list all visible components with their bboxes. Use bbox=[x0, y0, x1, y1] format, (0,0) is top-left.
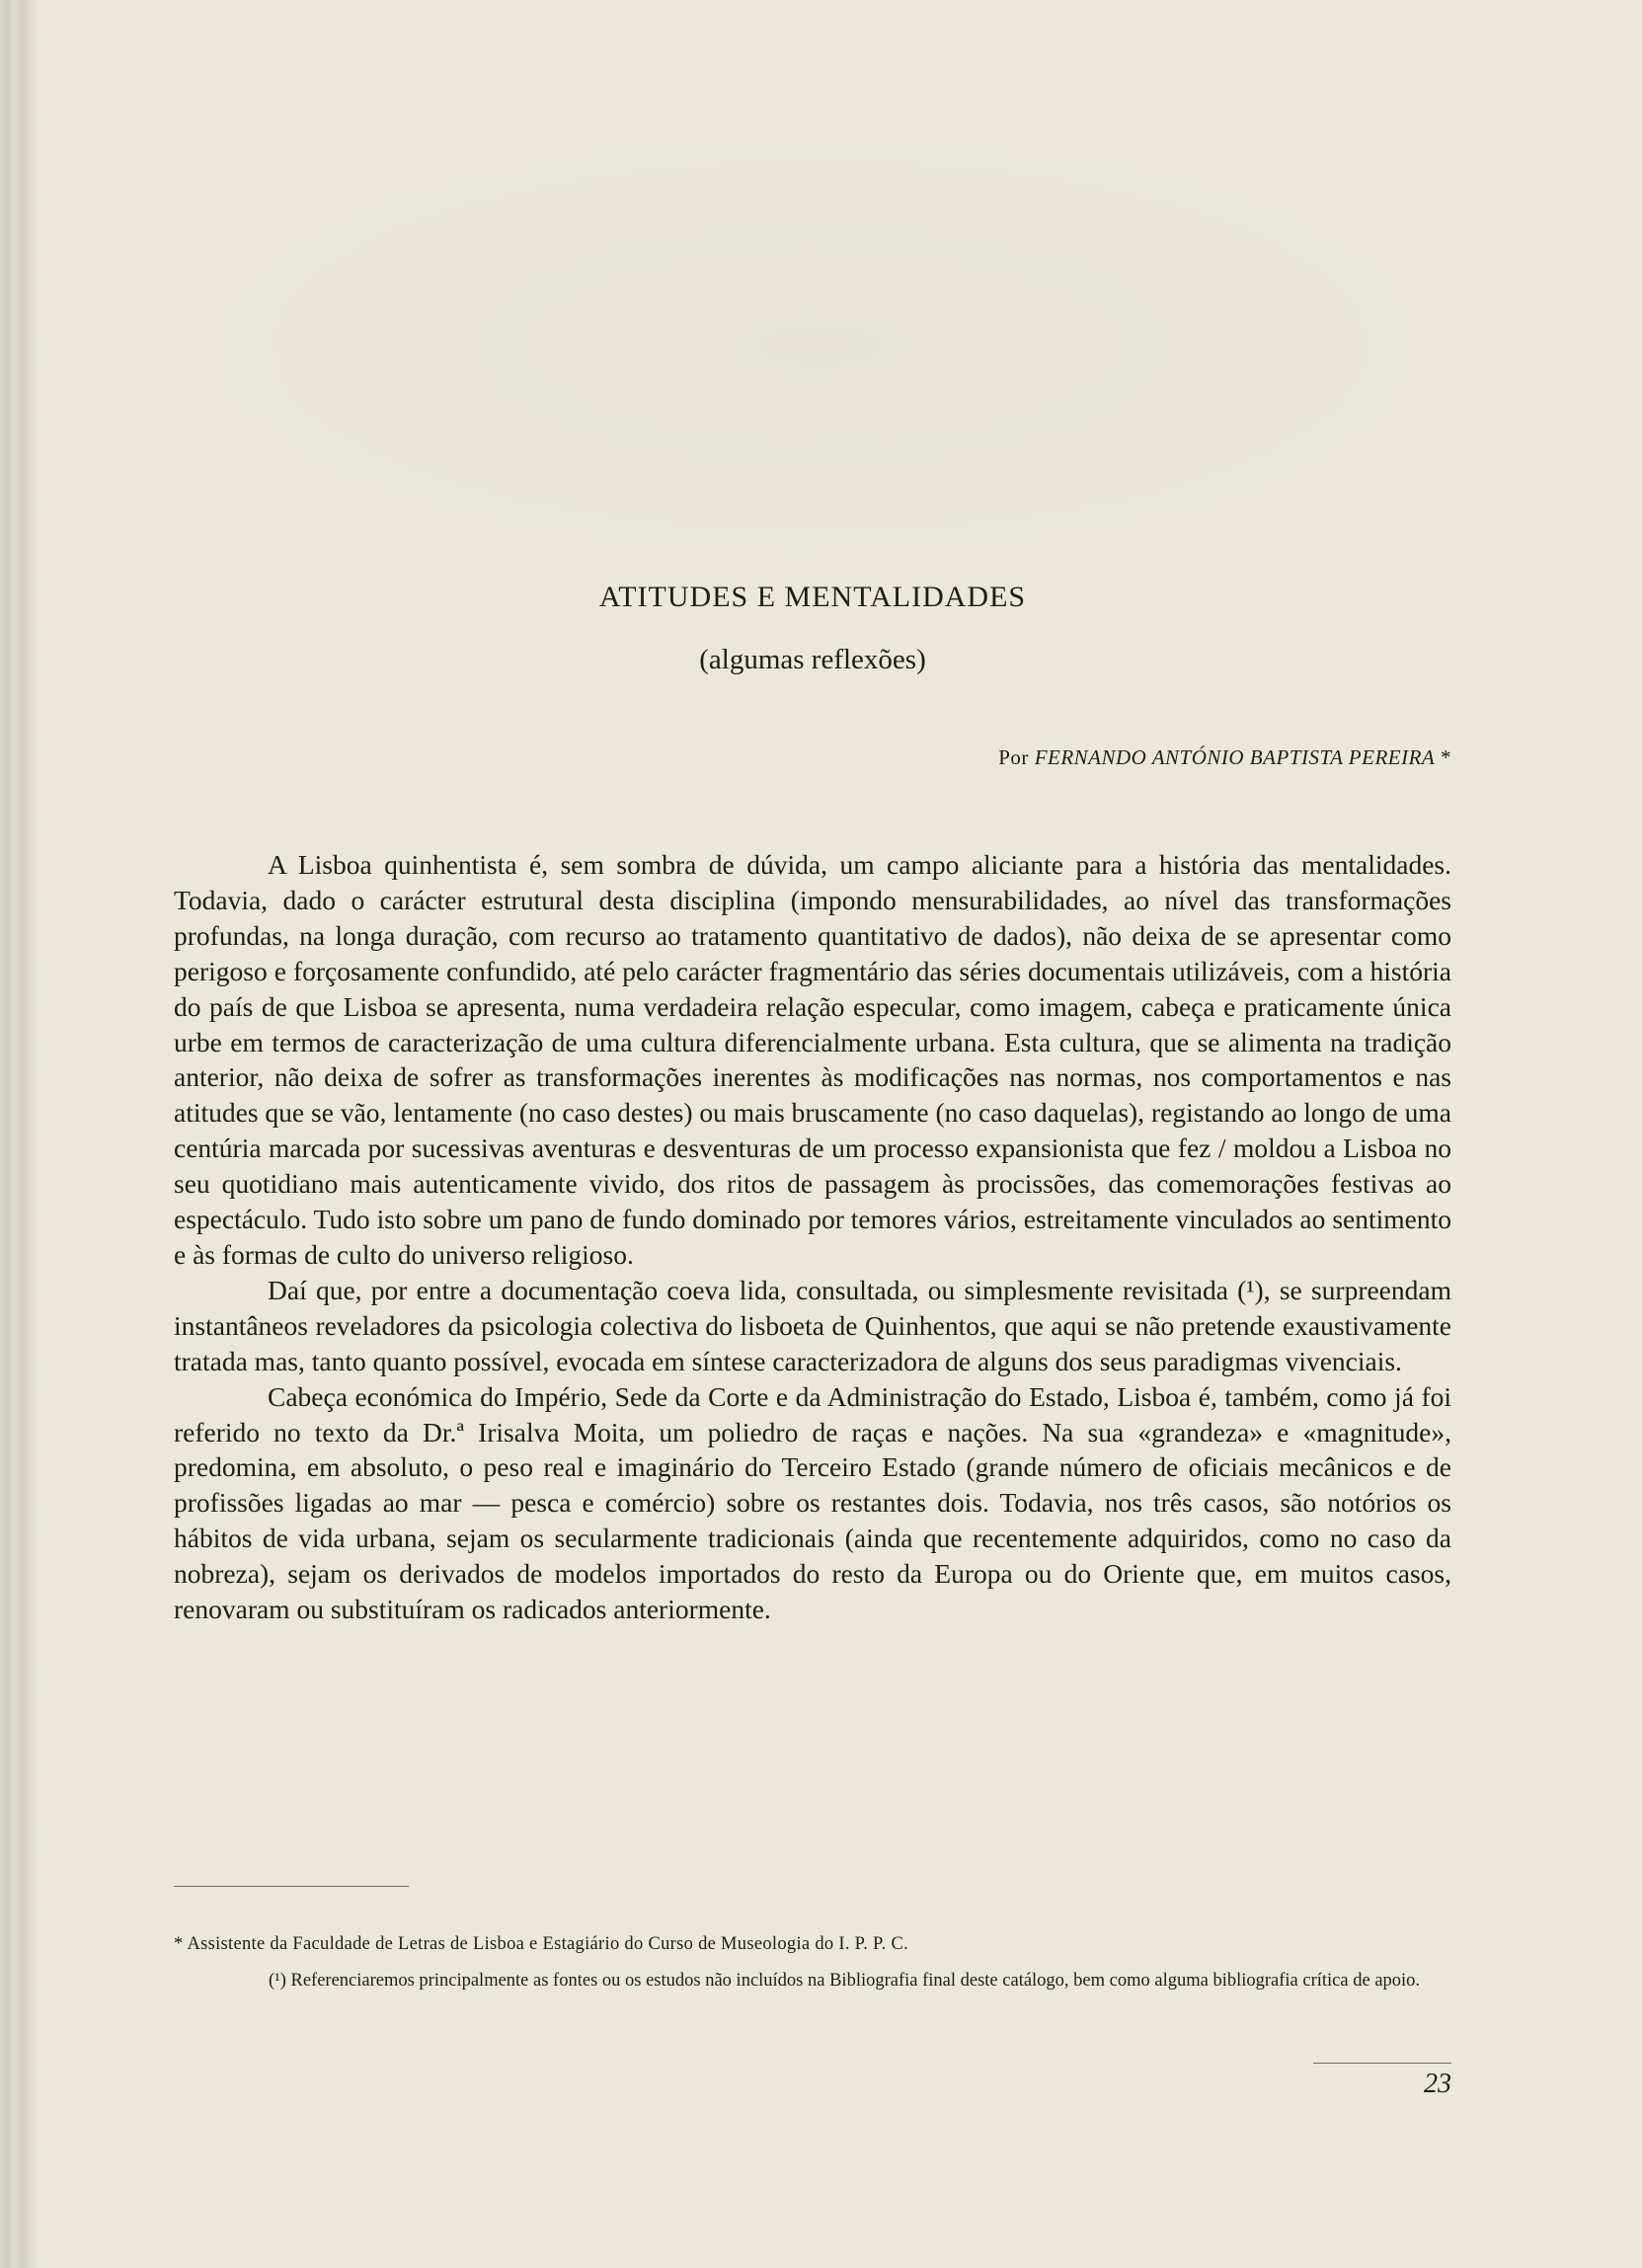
footnotes bbox=[174, 1932, 1451, 1993]
article-title: ATITUDES E MENTALIDADES bbox=[598, 581, 1027, 613]
article-subtitle: (algumas reflexões) bbox=[699, 644, 926, 675]
body-paragraph-1: A Lisboa quinhentista é, sem sombra de dúvida, um campo aliciante para a história das mentalidades. Todavia, dado o carácter estrutural desta disciplina (impondo mensurabilidades, ao nível das transformações profundas, na longa duração, com recurso ao tratamento quantitativo de dados), não deixa de se apresentar como perigoso e forçosamente confundido, até pelo carácter fragmentário das séries documentais utilizáveis, com a história do país de que Lisboa se apresenta, numa verdadeira relação especular, como imagem, cabeça e praticamente única urbe em termos de caracterização de uma cultura diferencialmente urbana. Esta cultura, que se alimenta na tradição anterior, não deixa de sofrer as transformações inerentes às modificações nas normas, nos comportamentos e nas atitudes que se vão, lentamente (no caso destes) ou mais bruscamente (no caso daquelas), registando ao longo de uma centúria marcada por sucessivas aventuras e desventuras de um processo expansionista que fez / moldou a Lisboa no seu quotidiano mais autenticamente vivido, dos ritos de passagem às procissões, das comemorações festivas ao espectáculo. Tudo isto sobre um pano de fundo dominado por temores vários, estreitamente vinculados ao sentimento e às formas de culto do universo religioso. bbox=[174, 849, 1451, 1270]
author-prefix: Por bbox=[998, 745, 1035, 769]
body-paragraph-2: Daí que, por entre a documentação coeva lida, consultada, ou simplesmente revisitada (¹), se surpreendam instantâneos reveladores da psicologia colectiva do lisboeta de Quinhentos, que aqui se não pretende exaustivamente tratada mas, tanto quanto possível, evocada em síntese caracterizadora de alguns dos seus paradigmas vivenciais. bbox=[174, 1274, 1451, 1376]
page-number-rule bbox=[1313, 2063, 1451, 2064]
footnote-author-affiliation: * Assistente da Faculdade de Letras de Lisboa e Estagiário do Curso de Museologia do I. P. P. C. bbox=[174, 1934, 909, 1954]
author-name: FERNANDO ANTÓNIO BAPTISTA PEREIRA bbox=[1034, 745, 1436, 769]
author-footnote-mark: * bbox=[1435, 745, 1451, 769]
footnote-1: (¹) Referenciaremos principalmente as fontes ou os estudos não incluídos na Bibliografia final deste catálogo, bem como alguma bibliografia crítica de apoio. bbox=[269, 1971, 1421, 1991]
page-number: 23 bbox=[1424, 2069, 1451, 2099]
footnote-separator bbox=[174, 1886, 409, 1887]
show-through-shadow bbox=[178, 128, 1461, 563]
book-gutter bbox=[0, 0, 43, 2268]
author-line bbox=[998, 745, 1451, 770]
body-paragraph-3: Cabeça económica do Império, Sede da Corte e da Administração do Estado, Lisboa é, também, como já foi referido no texto da Dr.ª Irisalva Moita, um poliedro de raças e nações. Na sua «grandeza» e «magnitude», predomina, em absoluto, o peso real e imaginário do Terceiro Estado (grande número de oficiais mecânicos e de profissões ligadas ao mar — pesca e comércio) sobre os restantes dois. Todavia, nos três casos, são notórios os hábitos de vida urbana, sejam os secularmente tradicionais (ainda que recentemente adquiridos, como no caso da nobreza), sejam os derivados de modelos importados do resto da Europa ou do Oriente que, em muitos casos, renovaram ou substituíram os radicados anteriormente. bbox=[174, 1380, 1451, 1625]
article-body bbox=[174, 847, 1451, 1627]
